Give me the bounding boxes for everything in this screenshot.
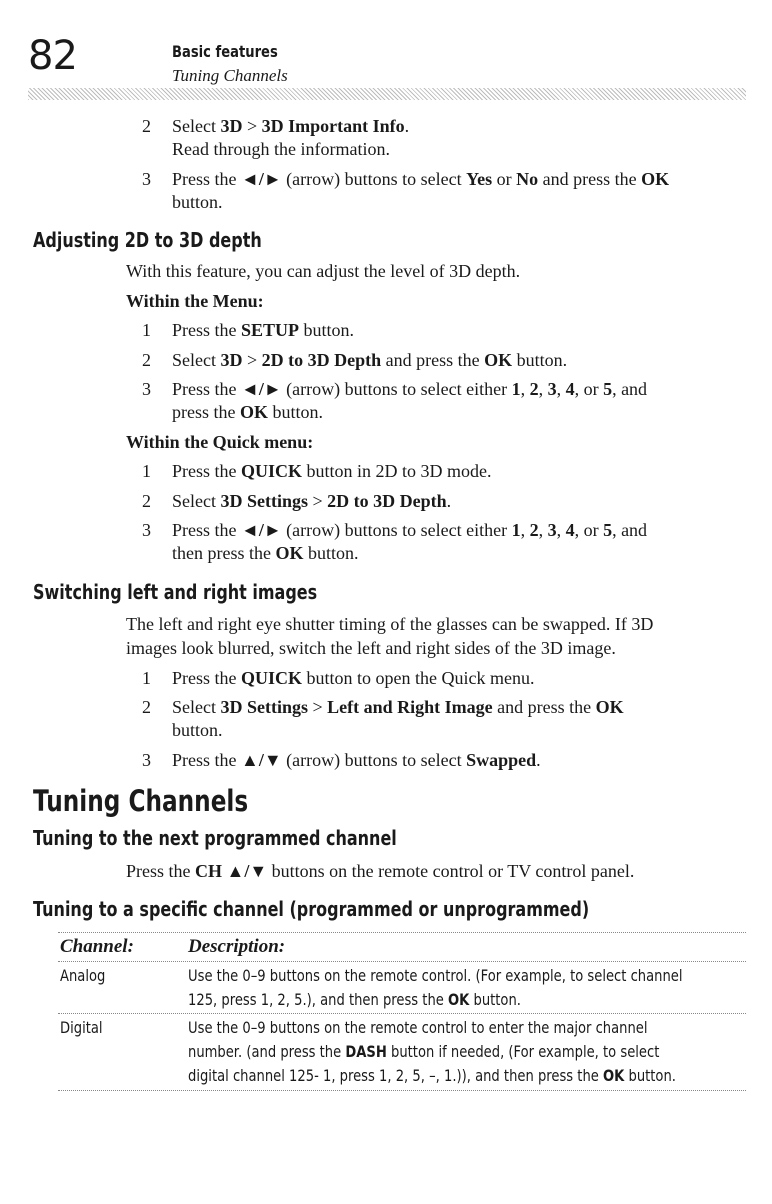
step-number: 3	[142, 169, 151, 189]
step-text: Press the SETUP button.	[172, 320, 355, 340]
table-bottom-rule	[58, 1090, 746, 1092]
table-cell-description: digital channel 125- 1, press 1, 2, 5, –, 1.)), and then press the OK button.	[188, 1066, 676, 1085]
step-text: Press the QUICK button in 2D to 3D mode.	[172, 461, 492, 481]
header-subsection-title: Tuning Channels	[172, 66, 288, 85]
step-text: then press the OK button.	[172, 543, 359, 563]
page-number: 82	[28, 33, 77, 79]
step-text: press the OK button.	[172, 402, 324, 422]
step-text: Select 3D Settings > 2D to 3D Depth.	[172, 491, 452, 511]
table-cell-description: number. (and press the DASH button if needed, (For example, to select	[188, 1042, 660, 1061]
step-number: 2	[142, 350, 151, 370]
table-top-rule	[58, 932, 746, 934]
page-section-title: Tuning Channels	[33, 784, 249, 818]
table-header-rule	[58, 961, 746, 963]
table-cell-channel: Analog	[60, 966, 106, 985]
header-section-title: Basic features	[172, 42, 278, 61]
table-row-rule	[58, 1013, 746, 1015]
step-text: Read through the information.	[172, 139, 390, 159]
step-number: 3	[142, 520, 151, 540]
step-text: Press the ◄/► (arrow) buttons to select either 1, 2, 3, 4, or 5, and	[172, 379, 648, 399]
section-heading-next-channel: Tuning to the next programmed channel	[33, 826, 397, 850]
step-number: 2	[142, 116, 151, 136]
step-text: Select 3D > 2D to 3D Depth and press the OK button.	[172, 350, 568, 370]
table-cell-description: 125, press 1, 2, 5.), and then press the OK button.	[188, 990, 521, 1009]
step-number: 2	[142, 697, 151, 717]
paragraph: Press the CH ▲/▼ buttons on the remote control or TV control panel.	[126, 861, 635, 881]
step-text: button.	[172, 192, 223, 212]
table-cell-description: Use the 0–9 buttons on the remote control. (For example, to select channel	[188, 966, 683, 985]
step-number: 1	[142, 461, 151, 481]
step-number: 3	[142, 750, 151, 770]
table-cell-channel: Digital	[60, 1018, 103, 1037]
step-text: Select 3D Settings > Left and Right Image and press the OK	[172, 697, 624, 717]
step-text: Press the ▲/▼ (arrow) buttons to select Swapped.	[172, 750, 541, 770]
section-heading-depth: Adjusting 2D to 3D depth	[33, 228, 262, 252]
paragraph: images look blurred, switch the left and right sides of the 3D image.	[126, 638, 616, 658]
step-number: 3	[142, 379, 151, 399]
table-cell-description: Use the 0–9 buttons on the remote control to enter the major channel	[188, 1018, 648, 1037]
step-number: 2	[142, 491, 151, 511]
paragraph: With this feature, you can adjust the level of 3D depth.	[126, 261, 521, 281]
step-text: Press the ◄/► (arrow) buttons to select Yes or No and press the OK	[172, 169, 670, 189]
table-header-description: Description:	[188, 936, 286, 957]
paragraph: The left and right eye shutter timing of the glasses can be swapped. If 3D	[126, 614, 654, 634]
step-text: Press the ◄/► (arrow) buttons to select either 1, 2, 3, 4, or 5, and	[172, 520, 648, 540]
section-heading-swap: Switching left and right images	[33, 580, 318, 604]
step-number: 1	[142, 320, 151, 340]
step-text: Select 3D > 3D Important Info.	[172, 116, 410, 136]
step-number: 1	[142, 668, 151, 688]
table-header-channel: Channel:	[60, 936, 134, 957]
subheading-within-menu: Within the Menu:	[126, 291, 264, 311]
section-heading-specific-channel: Tuning to a specific channel (programmed or unprogrammed)	[33, 897, 590, 921]
header-rule	[28, 88, 746, 100]
subheading-within-quick-menu: Within the Quick menu:	[126, 432, 314, 452]
step-text: Press the QUICK button to open the Quick menu.	[172, 668, 535, 688]
step-text: button.	[172, 720, 223, 740]
